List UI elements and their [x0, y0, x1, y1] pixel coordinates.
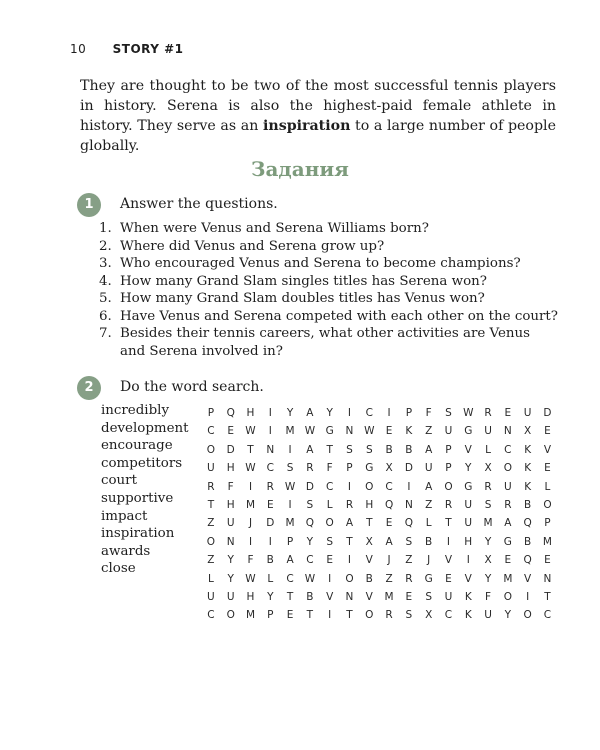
- grid-letter[interactable]: T: [445, 517, 452, 530]
- grid-letter[interactable]: O: [206, 443, 216, 456]
- grid-letter[interactable]: O: [365, 609, 374, 622]
- grid-letter[interactable]: Z: [425, 425, 433, 438]
- grid-letter[interactable]: E: [504, 554, 512, 567]
- grid-letter[interactable]: E: [286, 609, 294, 622]
- grid-letter[interactable]: U: [484, 609, 492, 622]
- grid-letter[interactable]: R: [504, 498, 512, 511]
- grid-letter[interactable]: U: [226, 517, 235, 530]
- grid-letter[interactable]: N: [543, 572, 552, 585]
- grid-letter[interactable]: T: [207, 498, 215, 511]
- question-number: 7.: [99, 326, 112, 341]
- grid-letter[interactable]: O: [226, 609, 235, 622]
- grid-letter[interactable]: E: [544, 554, 551, 567]
- grid-letter[interactable]: O: [503, 462, 512, 475]
- grid-letter[interactable]: X: [484, 554, 492, 567]
- grid-letter[interactable]: G: [464, 480, 473, 493]
- grid-letter[interactable]: N: [345, 590, 354, 603]
- grid-letter[interactable]: N: [266, 443, 275, 456]
- grid-letter[interactable]: B: [365, 572, 373, 585]
- grid-letter[interactable]: K: [524, 443, 532, 456]
- grid-letter[interactable]: B: [266, 554, 274, 567]
- grid-letter[interactable]: Y: [484, 572, 492, 585]
- grid-letter[interactable]: I: [268, 407, 272, 419]
- grid-letter[interactable]: M: [285, 517, 295, 530]
- grid-letter[interactable]: S: [326, 535, 334, 548]
- grid-letter[interactable]: I: [328, 609, 332, 622]
- grid-letter[interactable]: T: [544, 590, 551, 603]
- grid-letter[interactable]: Z: [405, 554, 413, 567]
- grid-letter[interactable]: A: [306, 407, 314, 419]
- grid-letter[interactable]: M: [245, 498, 256, 511]
- grid-letter[interactable]: F: [326, 462, 333, 475]
- grid-letter[interactable]: Q: [523, 517, 532, 530]
- grid-letter[interactable]: Q: [226, 407, 235, 419]
- grid-letter[interactable]: O: [365, 480, 374, 493]
- grid-letter[interactable]: V: [365, 590, 373, 603]
- grid-letter[interactable]: Y: [326, 407, 333, 419]
- grid-letter[interactable]: I: [248, 480, 253, 493]
- grid-letter[interactable]: I: [248, 535, 253, 548]
- grid-letter[interactable]: W: [304, 425, 316, 438]
- grid-letter[interactable]: Q: [404, 517, 413, 530]
- grid-letter[interactable]: W: [284, 480, 296, 493]
- grid-letter[interactable]: W: [245, 425, 256, 438]
- section-title: Задания: [251, 157, 349, 181]
- intro-bold-word: inspiration: [263, 118, 351, 134]
- question-number: 2.: [99, 238, 112, 254]
- search-word: encourage: [101, 438, 173, 454]
- grid-letter[interactable]: C: [286, 572, 294, 585]
- question-item: [99, 238, 559, 256]
- grid-letter[interactable]: E: [544, 462, 551, 475]
- grid-letter[interactable]: A: [425, 480, 433, 493]
- grid-letter[interactable]: L: [207, 572, 214, 585]
- grid-letter[interactable]: E: [504, 407, 512, 419]
- grid-letter[interactable]: I: [347, 480, 352, 493]
- word-list: [101, 402, 201, 578]
- grid-letter[interactable]: M: [285, 425, 295, 438]
- grid-letter[interactable]: C: [207, 609, 215, 622]
- grid-letter[interactable]: X: [425, 609, 433, 622]
- grid-letter[interactable]: O: [523, 609, 532, 622]
- page-header: [70, 42, 184, 56]
- grid-letter[interactable]: A: [345, 517, 354, 530]
- search-word: awards: [101, 543, 151, 559]
- grid-letter[interactable]: P: [405, 407, 413, 419]
- grid-letter[interactable]: I: [446, 535, 451, 548]
- grid-letter[interactable]: S: [286, 462, 294, 475]
- question-number: 4.: [99, 273, 112, 289]
- grid-letter[interactable]: R: [345, 498, 354, 511]
- intro-text-2: to a large number of people globally.: [80, 118, 556, 154]
- grid-letter[interactable]: K: [524, 480, 532, 493]
- grid-letter[interactable]: P: [267, 609, 274, 622]
- grid-letter[interactable]: P: [445, 443, 452, 456]
- grid-letter[interactable]: T: [286, 590, 294, 603]
- grid-letter[interactable]: O: [206, 535, 216, 548]
- grid-letter[interactable]: R: [405, 572, 413, 585]
- grid-letter[interactable]: O: [444, 480, 453, 493]
- grid-letter[interactable]: M: [483, 517, 493, 530]
- grid-letter[interactable]: C: [207, 425, 215, 438]
- grid-letter[interactable]: D: [266, 517, 275, 530]
- grid-letter[interactable]: V: [444, 554, 453, 567]
- grid-letter[interactable]: V: [464, 443, 472, 456]
- task-1-title: Answer the questions.: [120, 196, 278, 212]
- grid-letter[interactable]: U: [464, 517, 473, 530]
- grid-letter[interactable]: O: [543, 498, 552, 511]
- grid-letter[interactable]: N: [503, 425, 512, 438]
- question-number: 5.: [99, 291, 112, 306]
- grid-letter[interactable]: H: [226, 498, 235, 511]
- grid-letter[interactable]: C: [385, 480, 393, 493]
- grid-letter[interactable]: T: [346, 609, 353, 622]
- question-text: Who encouraged Venus and Serena to become champions?: [120, 256, 521, 271]
- grid-letter[interactable]: Y: [286, 407, 294, 419]
- grid-letter[interactable]: O: [503, 590, 512, 603]
- grid-letter[interactable]: B: [405, 443, 413, 456]
- grid-letter[interactable]: G: [365, 462, 374, 475]
- task-2-badge: 2: [77, 376, 101, 400]
- grid-letter[interactable]: E: [385, 517, 393, 530]
- grid-letter[interactable]: R: [385, 609, 393, 622]
- grid-letter[interactable]: U: [424, 462, 433, 475]
- grid-letter[interactable]: U: [504, 480, 512, 493]
- grid-letter[interactable]: Y: [306, 535, 314, 548]
- grid-letter[interactable]: U: [226, 590, 235, 603]
- question-item: [99, 273, 559, 291]
- grid-letter[interactable]: U: [484, 425, 492, 438]
- question-text: Have Venus and Serena competed with each other on the court?: [120, 308, 558, 324]
- grid-letter[interactable]: A: [385, 535, 393, 548]
- grid-letter[interactable]: L: [326, 498, 333, 511]
- grid-letter[interactable]: A: [286, 554, 294, 567]
- grid-letter[interactable]: N: [226, 535, 235, 548]
- grid-letter[interactable]: S: [484, 498, 492, 511]
- intro-paragraph: [80, 76, 556, 156]
- grid-letter[interactable]: A: [425, 443, 433, 456]
- grid-letter[interactable]: E: [227, 425, 235, 438]
- grid-letter[interactable]: H: [246, 407, 255, 419]
- grid-letter[interactable]: Z: [385, 572, 393, 585]
- grid-letter[interactable]: P: [286, 535, 294, 548]
- question-text: Besides their tennis careers, what other activities are Venus and Serena involved in?: [120, 326, 531, 359]
- grid-letter[interactable]: H: [464, 535, 473, 548]
- grid-letter[interactable]: I: [347, 407, 352, 419]
- grid-letter[interactable]: E: [544, 425, 551, 438]
- grid-letter[interactable]: C: [543, 609, 552, 622]
- grid-letter[interactable]: K: [464, 609, 472, 622]
- grid-letter[interactable]: S: [405, 609, 413, 622]
- grid-letter[interactable]: H: [226, 462, 235, 475]
- question-item: [99, 308, 559, 326]
- grid-letter[interactable]: L: [267, 572, 274, 585]
- grid-letter[interactable]: C: [306, 554, 314, 567]
- grid-letter[interactable]: A: [504, 517, 512, 530]
- grid-letter[interactable]: I: [268, 535, 272, 548]
- grid-letter[interactable]: T: [306, 609, 314, 622]
- grid-letter[interactable]: R: [306, 462, 314, 475]
- grid-letter[interactable]: E: [326, 554, 333, 567]
- grid-letter[interactable]: M: [384, 590, 394, 603]
- grid-letter[interactable]: H: [365, 498, 374, 511]
- grid-letter[interactable]: F: [227, 480, 234, 493]
- grid-letter[interactable]: I: [407, 480, 411, 493]
- grid-letter[interactable]: S: [346, 443, 353, 456]
- grid-letter[interactable]: Z: [207, 517, 215, 530]
- grid-letter[interactable]: S: [365, 443, 373, 456]
- grid-letter[interactable]: G: [424, 572, 433, 585]
- grid-letter[interactable]: C: [266, 462, 274, 475]
- grid-letter[interactable]: Y: [227, 572, 234, 585]
- grid-letter[interactable]: S: [425, 590, 432, 603]
- grid-letter[interactable]: E: [266, 498, 274, 511]
- grid-letter[interactable]: P: [544, 517, 551, 530]
- grid-letter[interactable]: R: [444, 498, 453, 511]
- question-number: 3.: [99, 256, 112, 271]
- question-item: [99, 220, 559, 238]
- grid-letter[interactable]: Y: [465, 462, 472, 475]
- grid-letter[interactable]: T: [326, 443, 333, 456]
- page-number: 10: [70, 42, 87, 56]
- grid-letter[interactable]: Q: [523, 554, 532, 567]
- grid-letter[interactable]: E: [385, 425, 393, 438]
- grid-letter[interactable]: Y: [227, 554, 234, 567]
- grid-letter[interactable]: V: [464, 572, 472, 585]
- grid-letter[interactable]: P: [445, 462, 452, 475]
- grid-letter[interactable]: X: [365, 535, 373, 548]
- grid-letter[interactable]: W: [245, 462, 256, 475]
- grid-letter[interactable]: V: [524, 572, 532, 585]
- grid-letter[interactable]: O: [325, 517, 334, 530]
- grid-letter[interactable]: F: [425, 407, 432, 419]
- grid-letter[interactable]: C: [365, 407, 373, 419]
- search-word: court: [101, 473, 137, 489]
- grid-letter[interactable]: L: [544, 480, 551, 493]
- grid-letter[interactable]: O: [345, 572, 354, 585]
- grid-letter[interactable]: I: [268, 425, 272, 438]
- grid-letter[interactable]: E: [445, 572, 452, 585]
- grid-letter[interactable]: D: [404, 462, 413, 475]
- search-word: competitors: [101, 455, 183, 471]
- grid-letter[interactable]: Y: [484, 535, 492, 548]
- grid-letter[interactable]: K: [524, 462, 532, 475]
- grid-letter[interactable]: Z: [207, 554, 215, 567]
- grid-letter[interactable]: M: [503, 572, 513, 585]
- grid-letter[interactable]: P: [346, 462, 353, 475]
- grid-letter[interactable]: T: [366, 517, 373, 530]
- grid-letter[interactable]: C: [504, 443, 512, 456]
- question-item: [99, 255, 559, 273]
- grid-letter[interactable]: S: [445, 407, 452, 419]
- search-word: close: [101, 561, 136, 577]
- intro-text-1: They are thought to be two of the most successful tennis players in history. Serena is also the highest-paid female athlete in history. They serve as an: [80, 78, 556, 134]
- task-1-badge: 1: [77, 193, 101, 217]
- search-word: development: [101, 420, 189, 436]
- grid-letter[interactable]: H: [246, 590, 255, 603]
- grid-letter[interactable]: G: [325, 425, 334, 438]
- grid-letter[interactable]: K: [464, 590, 472, 603]
- question-number: 6.: [99, 308, 112, 324]
- story-label: STORY #1: [112, 42, 184, 56]
- grid-letter[interactable]: R: [207, 480, 215, 493]
- question-text: How many Grand Slam singles titles has Serena won?: [120, 273, 487, 289]
- grid-letter[interactable]: U: [207, 462, 215, 475]
- grid-letter[interactable]: Y: [267, 590, 274, 603]
- grid-letter[interactable]: B: [524, 535, 532, 548]
- question-text: When were Venus and Serena Williams born?: [120, 221, 429, 236]
- grid-letter[interactable]: V: [326, 590, 334, 603]
- grid-letter[interactable]: C: [444, 609, 453, 622]
- grid-letter[interactable]: Q: [384, 498, 394, 511]
- search-word: incredibly: [101, 403, 170, 418]
- grid-letter[interactable]: G: [464, 425, 473, 438]
- grid-letter[interactable]: S: [405, 535, 413, 548]
- grid-letter[interactable]: Z: [425, 498, 433, 511]
- grid-letter[interactable]: F: [247, 554, 254, 567]
- grid-letter[interactable]: I: [387, 407, 391, 419]
- grid-letter[interactable]: D: [543, 407, 552, 419]
- grid-letter[interactable]: W: [463, 407, 474, 419]
- grid-letter[interactable]: I: [347, 554, 352, 567]
- grid-letter[interactable]: Y: [504, 609, 512, 622]
- grid-letter[interactable]: Q: [305, 517, 315, 530]
- grid-letter[interactable]: L: [425, 517, 432, 530]
- grid-letter[interactable]: I: [526, 590, 530, 603]
- grid-letter[interactable]: R: [484, 480, 492, 493]
- grid-letter[interactable]: N: [345, 425, 354, 438]
- question-text: How many Grand Slam doubles titles has Venus won?: [120, 291, 485, 306]
- grid-letter[interactable]: X: [385, 462, 393, 475]
- task-2-title: Do the word search.: [120, 379, 264, 395]
- grid-letter[interactable]: E: [405, 590, 413, 603]
- question-text: Where did Venus and Serena grow up?: [120, 238, 385, 254]
- grid-letter[interactable]: I: [288, 498, 292, 511]
- grid-letter[interactable]: X: [484, 462, 492, 475]
- grid-letter[interactable]: U: [464, 498, 473, 511]
- grid-letter[interactable]: M: [245, 609, 256, 622]
- search-word: supportive: [101, 490, 174, 506]
- grid-letter[interactable]: M: [542, 535, 552, 548]
- grid-letter[interactable]: T: [247, 443, 254, 456]
- grid-letter[interactable]: U: [523, 407, 532, 419]
- grid-letter[interactable]: J: [387, 554, 391, 567]
- grid-letter[interactable]: A: [306, 443, 314, 456]
- grid-letter[interactable]: R: [266, 480, 274, 493]
- grid-letter[interactable]: G: [503, 535, 512, 548]
- grid-letter[interactable]: K: [405, 425, 413, 438]
- grid-letter[interactable]: F: [485, 590, 492, 603]
- grid-letter[interactable]: J: [248, 517, 253, 530]
- grid-letter[interactable]: D: [305, 480, 314, 493]
- grid-letter[interactable]: V: [543, 443, 552, 456]
- grid-letter[interactable]: N: [404, 498, 413, 511]
- grid-letter[interactable]: R: [484, 407, 492, 419]
- search-word: impact: [101, 508, 148, 524]
- grid-letter[interactable]: W: [245, 572, 256, 585]
- grid-letter[interactable]: I: [288, 443, 292, 456]
- grid-letter[interactable]: P: [207, 407, 215, 419]
- grid-letter[interactable]: V: [365, 554, 373, 567]
- question-number: 1.: [99, 221, 112, 236]
- grid-letter[interactable]: U: [444, 425, 453, 438]
- grid-letter[interactable]: T: [346, 535, 353, 548]
- grid-letter[interactable]: B: [425, 535, 433, 548]
- grid-letter[interactable]: B: [306, 590, 314, 603]
- word-search-grid: [201, 404, 557, 625]
- grid-letter[interactable]: D: [226, 443, 235, 456]
- grid-letter[interactable]: S: [306, 498, 314, 511]
- question-item: [99, 290, 559, 308]
- grid-letter[interactable]: J: [427, 554, 431, 567]
- grid-letter[interactable]: X: [524, 425, 532, 438]
- grid-letter[interactable]: W: [364, 425, 375, 438]
- grid-letter[interactable]: B: [385, 443, 393, 456]
- question-item: [99, 325, 559, 360]
- grid-letter[interactable]: L: [485, 443, 491, 456]
- grid-letter[interactable]: I: [466, 554, 470, 567]
- question-list: [99, 220, 559, 360]
- grid-letter[interactable]: B: [524, 498, 532, 511]
- grid-letter[interactable]: C: [326, 480, 334, 493]
- grid-letter[interactable]: I: [328, 572, 332, 585]
- grid-letter[interactable]: W: [304, 572, 316, 585]
- grid-letter[interactable]: U: [207, 590, 215, 603]
- search-word: inspiration: [101, 526, 175, 542]
- grid-letter[interactable]: U: [444, 590, 453, 603]
